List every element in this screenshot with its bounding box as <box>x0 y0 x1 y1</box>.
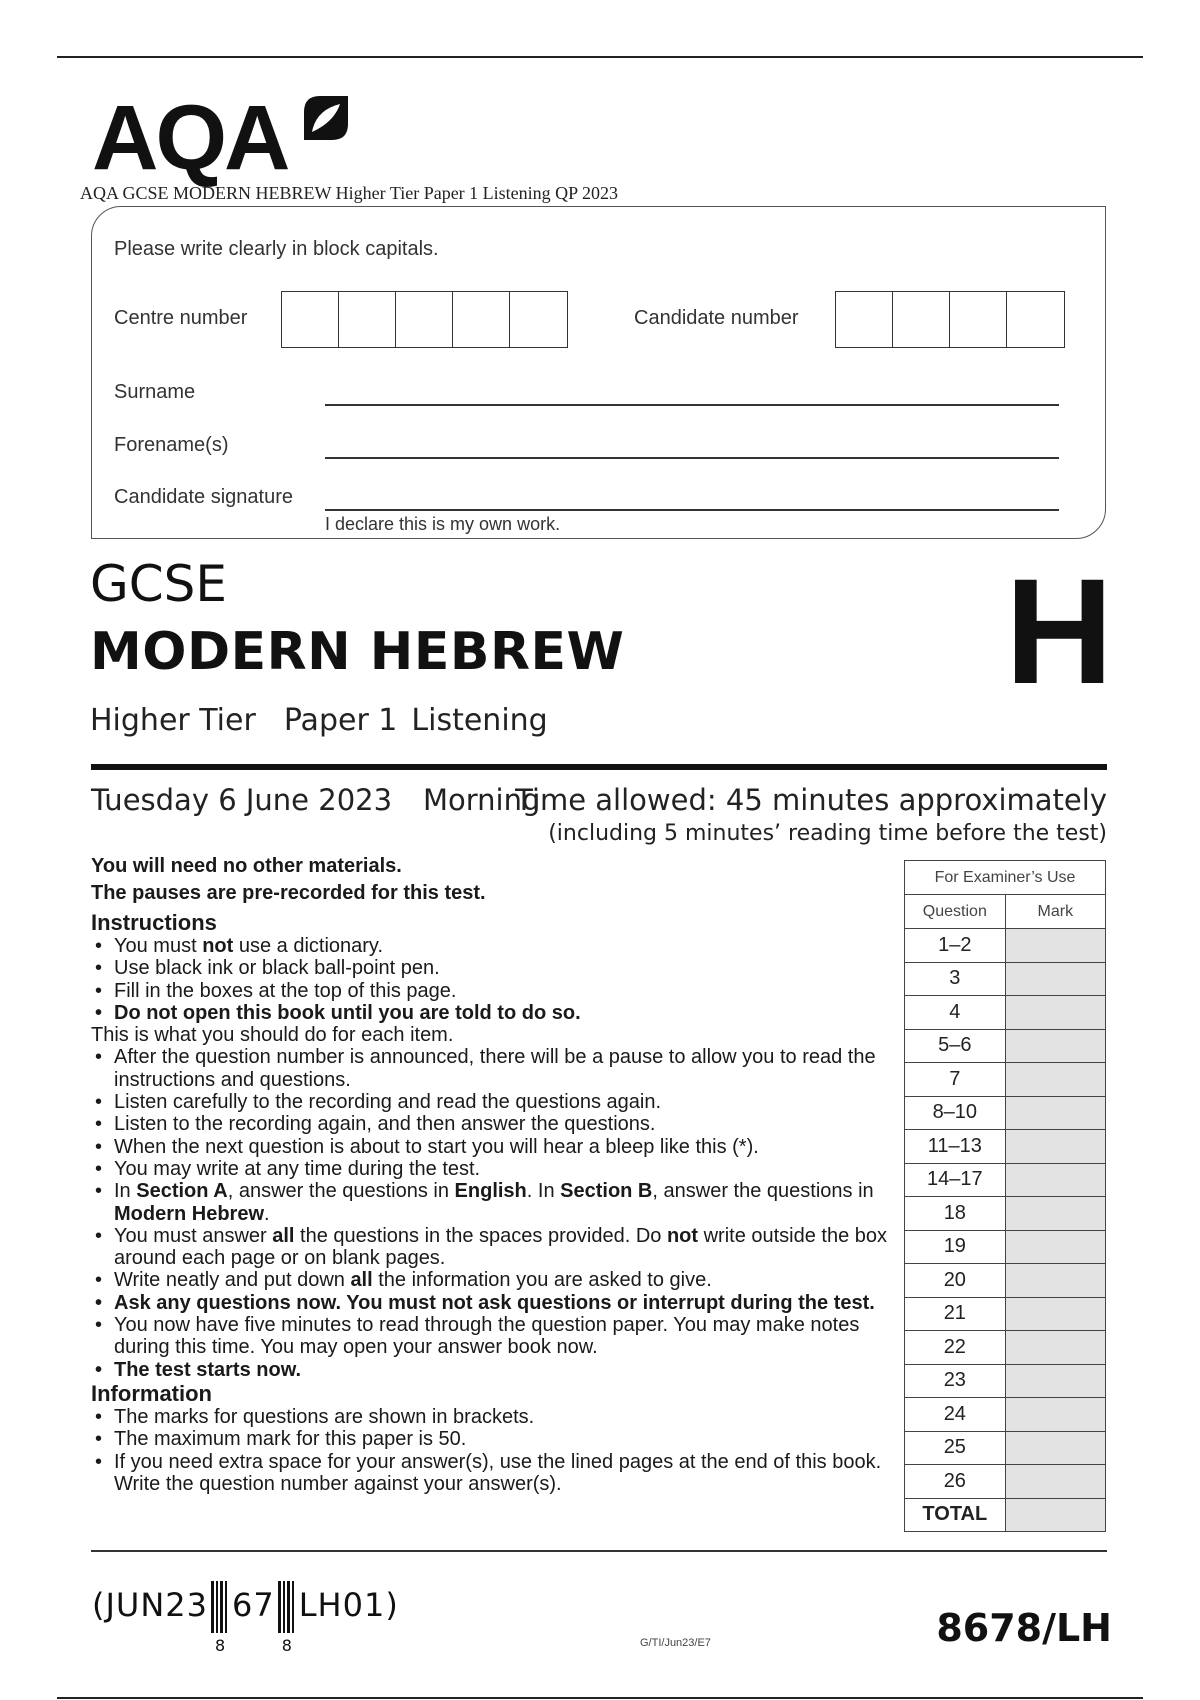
candidate-digit-box[interactable] <box>836 292 893 347</box>
forename-label: Forename(s) <box>114 434 229 456</box>
aqa-leaf-icon <box>298 90 354 146</box>
item-intro: This is what you should do for each item. <box>91 1024 454 1047</box>
table-row <box>905 1431 1106 1465</box>
total-label: TOTAL <box>905 1498 1006 1532</box>
list-item: • If you need extra space for your answer(s), use the lined pages at the end of this book. Write the question number against your answer(s). <box>91 1451 891 1496</box>
barcode-text-end: LH01) <box>298 1586 399 1624</box>
barcode-sub-digit: 8 <box>281 1636 293 1655</box>
candidate-number-label: Candidate number <box>634 307 799 329</box>
examiner-table-title: For Examiner’s Use <box>905 861 1106 895</box>
centre-number-label: Centre number <box>114 307 248 329</box>
question-cell: 24 <box>905 1398 1006 1432</box>
question-cell: 14–17 <box>905 1163 1006 1197</box>
list-item: • You must answer all the questions in the spaces provided. Do not write outside the box around each page or on blank pages. <box>91 1225 891 1270</box>
mark-cell <box>1005 929 1105 963</box>
list-item: • In Section A, answer the questions in English. In Section B, answer the questions in Modern Hebrew. <box>91 1180 891 1225</box>
steps-list <box>91 1046 891 1380</box>
table-row <box>905 1063 1106 1097</box>
surname-line[interactable] <box>325 404 1059 406</box>
question-cell: 7 <box>905 1063 1006 1097</box>
question-cell: 8–10 <box>905 1096 1006 1130</box>
qualification-title: GCSE <box>90 555 227 613</box>
centre-digit-box[interactable] <box>510 292 567 347</box>
list-item: • When the next question is about to start you will hear a bleep like this (*). <box>91 1136 891 1158</box>
mark-cell <box>1005 1465 1105 1499</box>
question-cell: 25 <box>905 1431 1006 1465</box>
list-item: • Write neatly and put down all the information you are asked to give. <box>91 1269 891 1291</box>
pauses-note: The pauses are pre-recorded for this test. <box>91 882 486 904</box>
candidate-digit-box[interactable] <box>1007 292 1064 347</box>
aqa-logo: AQA <box>92 87 288 189</box>
question-cell: 26 <box>905 1465 1006 1499</box>
exam-date: Tuesday 6 June 2023 <box>91 783 393 817</box>
signature-label: Candidate signature <box>114 486 294 508</box>
mark-cell <box>1005 1096 1105 1130</box>
mark-cell <box>1005 1130 1105 1164</box>
paper-code: 8678/LH <box>936 1606 1112 1650</box>
top-rule <box>57 56 1143 58</box>
mark-cell <box>1005 1398 1105 1432</box>
table-row <box>905 929 1106 963</box>
tier-line <box>90 703 576 738</box>
table-row <box>905 1398 1106 1432</box>
signature-line[interactable] <box>325 509 1059 511</box>
table-row <box>905 1465 1106 1499</box>
list-item: • The marks for questions are shown in brackets. <box>91 1406 891 1428</box>
centre-digit-box[interactable] <box>453 292 510 347</box>
table-row <box>905 1264 1106 1298</box>
mark-cell <box>1005 1197 1105 1231</box>
table-row <box>905 1197 1106 1231</box>
mark-cell <box>1005 1063 1105 1097</box>
question-cell: 1–2 <box>905 929 1006 963</box>
surname-label: Surname <box>114 381 196 403</box>
candidate-digit-box[interactable] <box>893 292 950 347</box>
time-note: (including 5 minutes’ reading time before the test) <box>548 821 1107 846</box>
list-item: • You must not use a dictionary. <box>91 935 891 957</box>
subject-title: MODERN HEBREW <box>90 622 625 682</box>
list-item: • After the question number is announced, there will be a pause to allow you to read the instructions and questions. <box>91 1046 891 1091</box>
examiner-table <box>904 860 1106 1532</box>
question-cell: 5–6 <box>905 1029 1006 1063</box>
bottom-edge-rule <box>57 1697 1143 1699</box>
instructions-block <box>91 853 891 1495</box>
candidate-number-boxes[interactable] <box>835 291 1065 348</box>
barcode-text-start: (JUN23 <box>92 1586 208 1624</box>
reference-code: G/TI/Jun23/E7 <box>640 1637 711 1649</box>
table-row <box>905 1230 1106 1264</box>
barcode-sub-digit: 8 <box>215 1636 227 1655</box>
list-item: • Do not open this book until you are told to do so. <box>91 1002 891 1024</box>
question-cell: 4 <box>905 996 1006 1030</box>
list-item: • Fill in the boxes at the top of this page. <box>91 980 891 1002</box>
barcode <box>92 1575 399 1655</box>
mark-cell <box>1005 1331 1105 1365</box>
tier-label: Higher Tier <box>90 703 256 738</box>
information-heading: Information <box>91 1380 212 1406</box>
barcode-bars <box>211 1577 229 1655</box>
table-row <box>905 962 1106 996</box>
document-caption: AQA GCSE MODERN HEBREW Higher Tier Paper 1 Listening QP 2023 <box>80 183 619 203</box>
paper-label: Paper 1 <box>283 703 398 738</box>
mark-cell <box>1005 1364 1105 1398</box>
mark-cell <box>1005 996 1105 1030</box>
list-item: • Listen to the recording again, and then answer the questions. <box>91 1113 891 1135</box>
list-item: • The maximum mark for this paper is 50. <box>91 1428 891 1450</box>
declaration-text: I declare this is my own work. <box>325 514 561 534</box>
centre-digit-box[interactable] <box>339 292 396 347</box>
candidate-digit-box[interactable] <box>950 292 1007 347</box>
table-row <box>905 1331 1106 1365</box>
question-cell: 19 <box>905 1230 1006 1264</box>
total-row <box>905 1498 1106 1532</box>
list-item: • Listen carefully to the recording and read the questions again. <box>91 1091 891 1113</box>
mark-cell <box>1005 1297 1105 1331</box>
mark-cell <box>1005 1264 1105 1298</box>
time-allowed: Time allowed: 45 minutes approximately <box>515 783 1107 817</box>
mark-cell <box>1005 962 1105 996</box>
block-capitals-note: Please write clearly in block capitals. <box>114 238 439 260</box>
mark-cell <box>1005 1431 1105 1465</box>
total-mark-cell <box>1005 1498 1105 1532</box>
question-cell: 21 <box>905 1297 1006 1331</box>
list-item: • You may write at any time during the test. <box>91 1158 891 1180</box>
question-cell: 18 <box>905 1197 1006 1231</box>
table-row <box>905 1029 1106 1063</box>
information-list <box>91 1406 891 1495</box>
list-item: • You now have five minutes to read through the question paper. You may make notes during this time. You may open your answer book now. <box>91 1314 891 1359</box>
materials-note: You will need no other materials. <box>91 855 402 877</box>
list-item: • Ask any questions now. You must not ask questions or interrupt during the test. <box>91 1292 891 1314</box>
question-cell: 3 <box>905 962 1006 996</box>
header-rule <box>91 764 1107 770</box>
instructions-heading: Instructions <box>91 910 217 935</box>
table-row <box>905 1096 1106 1130</box>
table-row <box>905 1297 1106 1331</box>
table-row <box>905 996 1106 1030</box>
mark-column-header: Mark <box>1005 895 1105 929</box>
forename-line[interactable] <box>325 457 1059 459</box>
question-cell: 22 <box>905 1331 1006 1365</box>
list-item: • The test starts now. <box>91 1359 891 1381</box>
list-item: • Use black ink or black ball-point pen. <box>91 957 891 979</box>
table-row <box>905 1130 1106 1164</box>
mark-cell <box>1005 1230 1105 1264</box>
table-row <box>905 1163 1106 1197</box>
mark-cell <box>1005 1163 1105 1197</box>
tier-letter: H <box>1005 547 1114 715</box>
question-column-header: Question <box>905 895 1006 929</box>
barcode-bars <box>278 1577 296 1655</box>
table-row <box>905 1364 1106 1398</box>
barcode-text-middle: 67 <box>232 1586 275 1624</box>
question-cell: 11–13 <box>905 1130 1006 1164</box>
centre-digit-box[interactable] <box>396 292 453 347</box>
question-cell: 20 <box>905 1264 1006 1298</box>
question-cell: 23 <box>905 1364 1006 1398</box>
centre-number-boxes[interactable] <box>281 291 568 348</box>
centre-digit-box[interactable] <box>282 292 339 347</box>
exam-session: Morning <box>423 783 541 817</box>
footer-rule <box>91 1550 1107 1552</box>
instructions-list <box>91 935 891 1024</box>
mark-cell <box>1005 1029 1105 1063</box>
component-label: Listening <box>411 703 548 738</box>
